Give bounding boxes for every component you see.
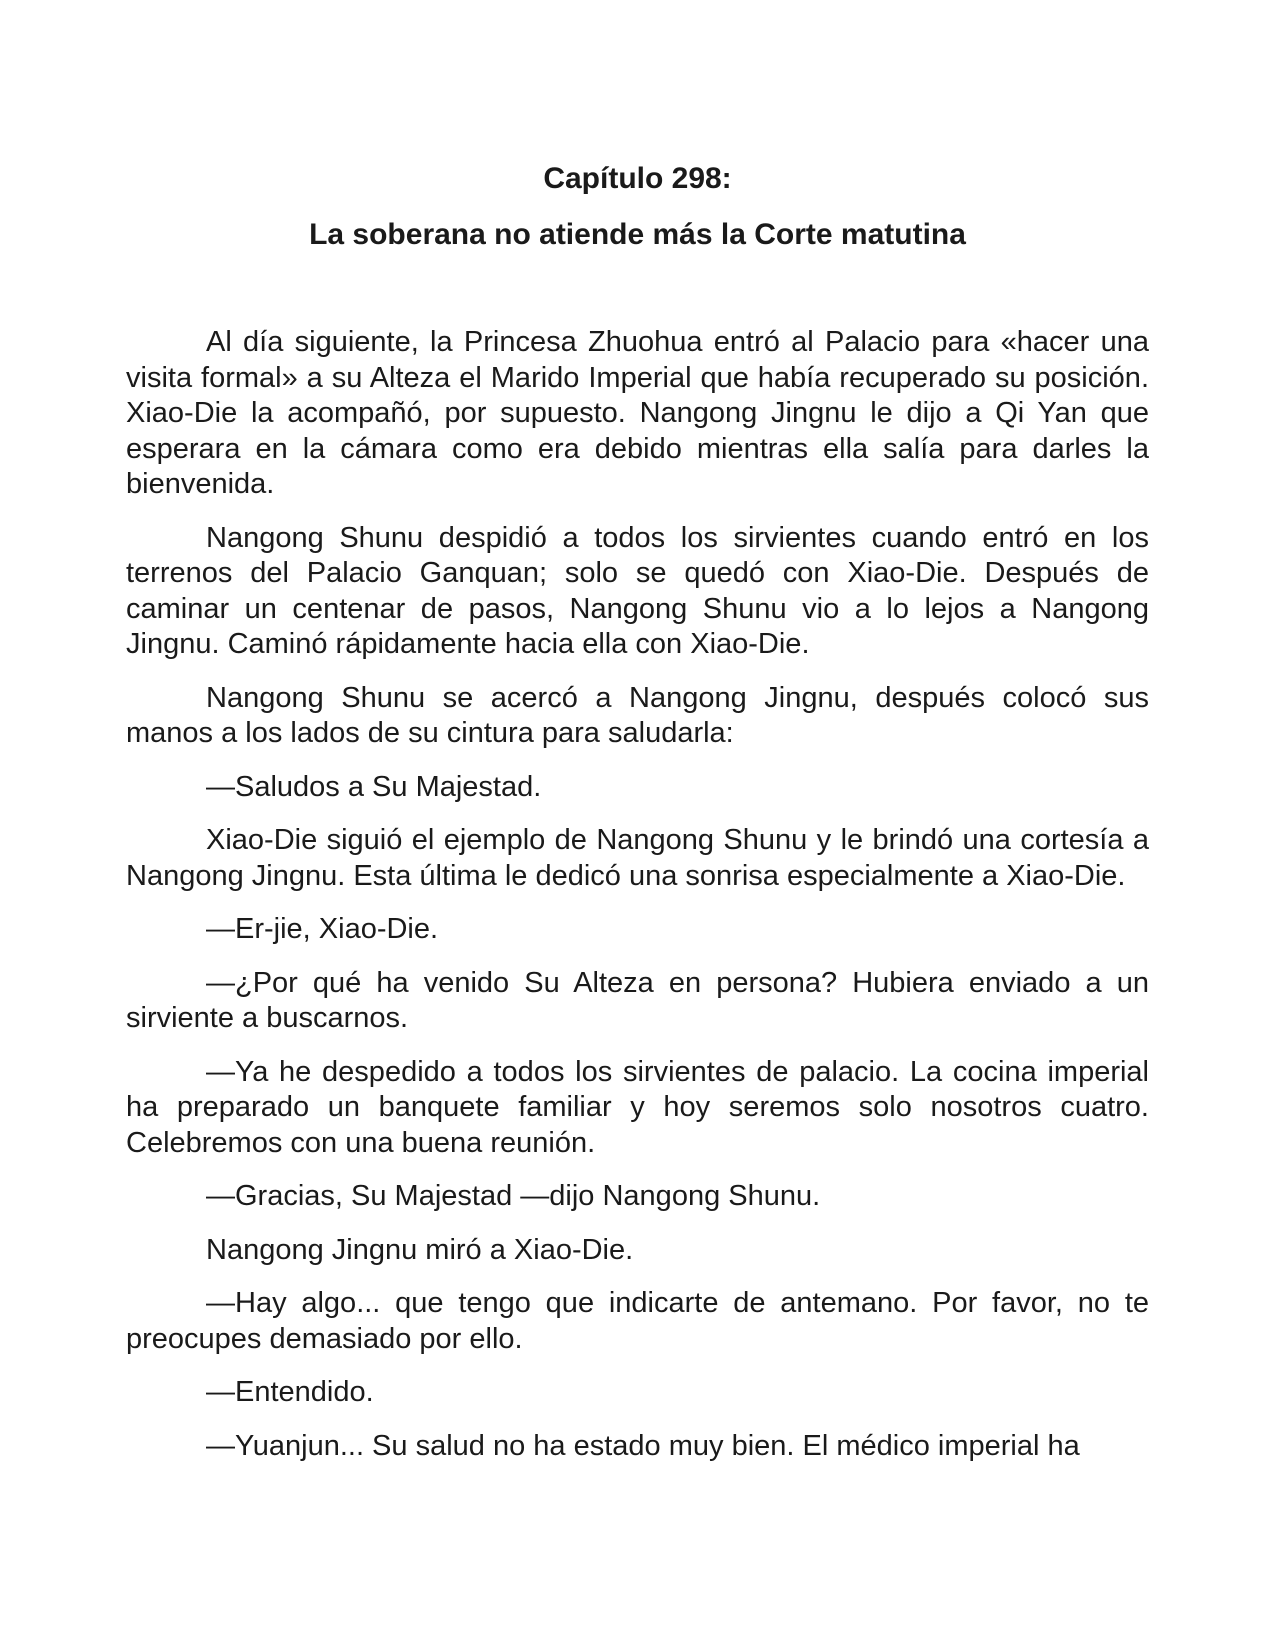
paragraph: —Yuanjun... Su salud no ha estado muy bien. El médico imperial ha (206, 1429, 1080, 1462)
paragraph: —Gracias, Su Majestad —dijo Nangong Shunu. (206, 1180, 821, 1212)
chapter-number: Capítulo 298: (543, 162, 732, 195)
paragraph: Al día siguiente, la Princesa Zhuohua entró al Palacio para «hacer una visita formal» a su Alteza el Marido Imperial que había recuperado su posición. Xiao-Die la acompañó, por supuesto. Nangong Jingnu le dijo a Qi Yan que esperara en la cámara como era debido mientras ella salía para darles la bienvenida. (126, 326, 1149, 500)
paragraph: —¿Por qué ha venido Su Alteza en persona? Hubiera enviado a un sirviente a buscarnos. (126, 966, 1149, 1034)
paragraph: —Entendido. (206, 1376, 374, 1408)
chapter-title: La soberana no atiende más la Corte matutina (309, 218, 966, 251)
chapter-body (126, 325, 1149, 1482)
paragraph: Nangong Shunu se acercó a Nangong Jingnu, después colocó sus manos a los lados de su cintura para saludarla: (126, 681, 1149, 749)
paragraph: —Ya he despedido a todos los sirvientes de palacio. La cocina imperial ha preparado un banquete familiar y hoy seremos solo nosotros cuatro. Celebremos con una buena reunión. (126, 1055, 1149, 1159)
paragraph: Nangong Jingnu miró a Xiao-Die. (206, 1233, 634, 1266)
paragraph: —Saludos a Su Majestad. (206, 770, 542, 803)
paragraph: Nangong Shunu despidió a todos los sirvientes cuando entró en los terrenos del Palacio Ganquan; solo se quedó con Xiao-Die. Después de caminar un centenar de pasos, Nangong Shunu vio a lo lejos a Nangong Jingnu. Caminó rápidamente hacia ella con Xiao-Die. (126, 521, 1149, 660)
paragraph: —Er-jie, Xiao-Die. (206, 913, 439, 945)
paragraph: Xiao-Die siguió el ejemplo de Nangong Shunu y le brindó una cortesía a Nangong Jingnu. Esta última le dedicó una sonrisa especialmente a Xiao-Die. (126, 824, 1149, 892)
paragraph: —Hay algo... que tengo que indicarte de antemano. Por favor, no te preocupes demasiado por ello. (126, 1287, 1149, 1355)
